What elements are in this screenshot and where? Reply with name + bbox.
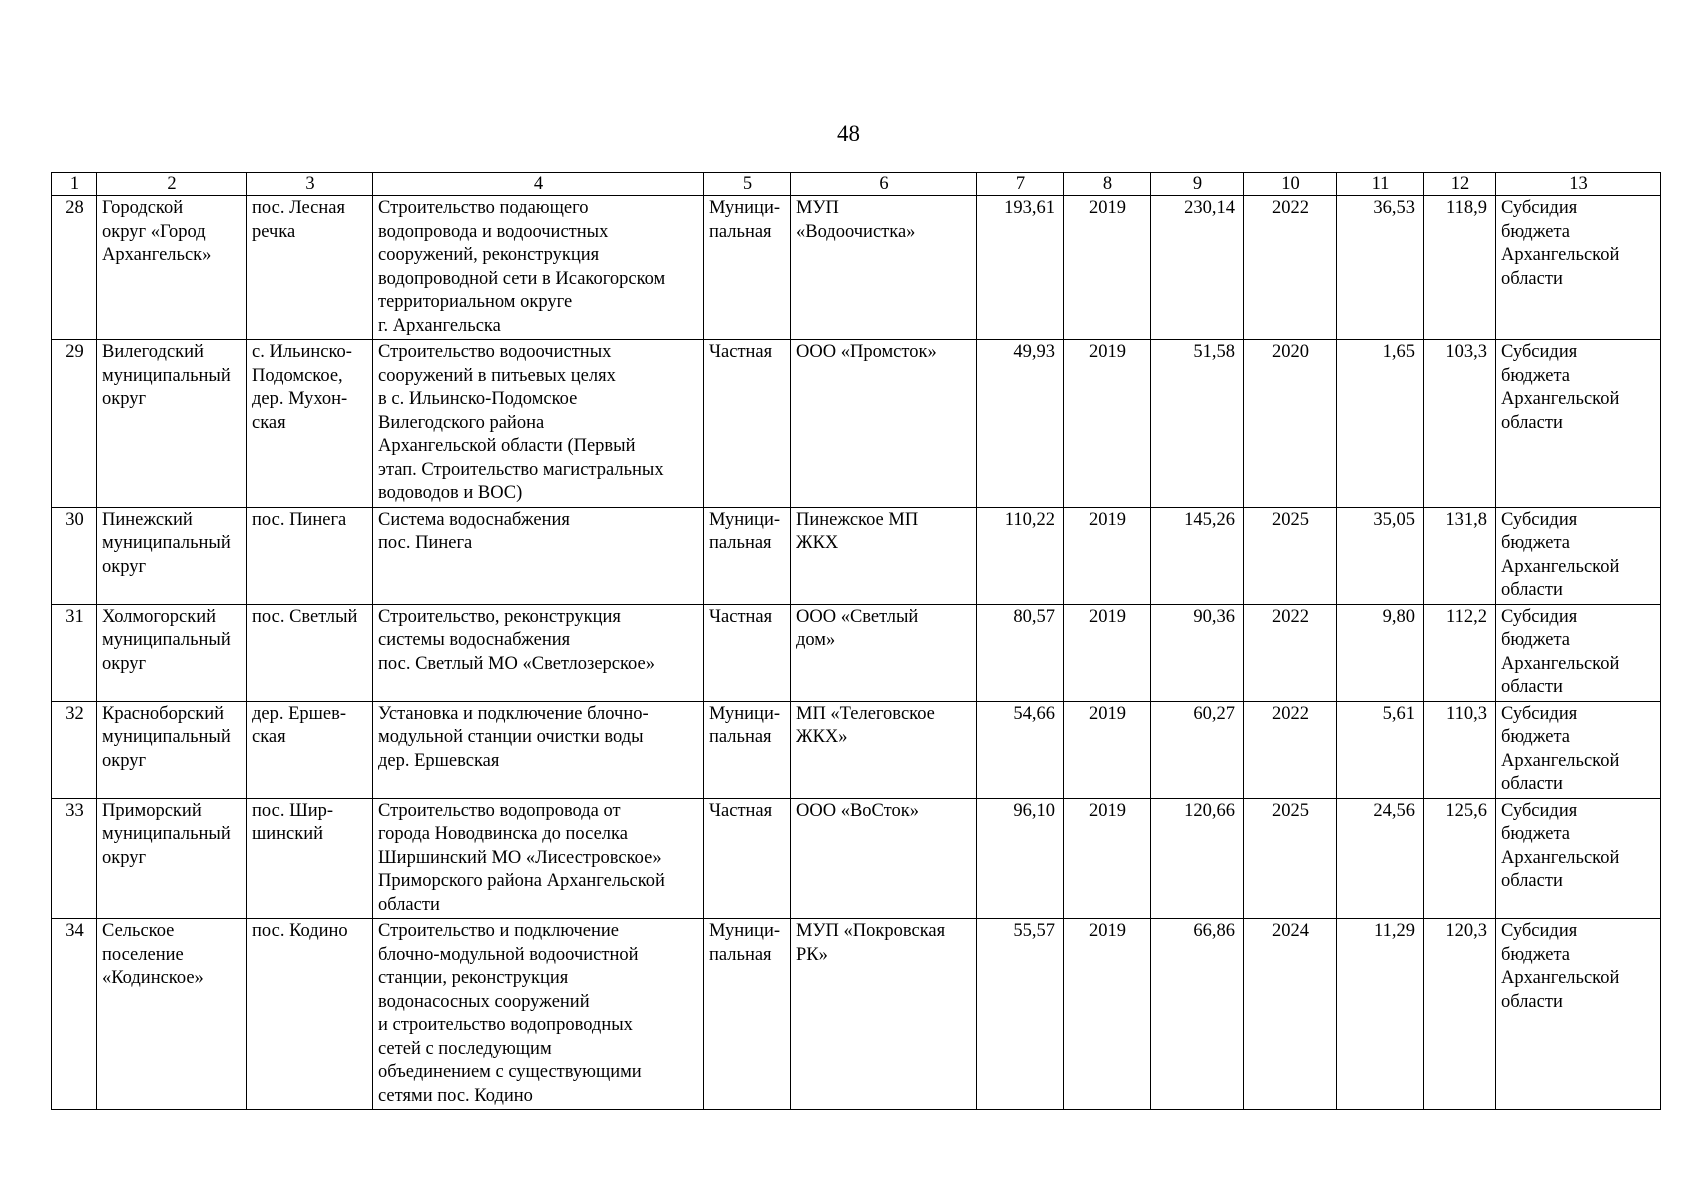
cell-cost-increase: 35,05 <box>1337 507 1424 604</box>
cell-cost-increase: 5,61 <box>1337 701 1424 798</box>
cell-cost-final: 90,36 <box>1151 604 1244 701</box>
cell-ownership: Муници- пальная <box>704 507 791 604</box>
cell-organization: МУП «Покровская РК» <box>791 919 977 1110</box>
cell-cost-initial: 55,57 <box>977 919 1064 1110</box>
cell-year-end: 2025 <box>1244 798 1337 919</box>
cell-row-number: 34 <box>52 919 97 1110</box>
cell-ownership: Частная <box>704 340 791 508</box>
cell-project: Строительство водопровода от города Новодвинска до поселка Ширшинский МО «Лисестровское» Приморского района Архангельской области <box>373 798 704 919</box>
table-row <box>52 919 1661 1110</box>
cell-cost-initial: 193,61 <box>977 196 1064 340</box>
cell-year-end: 2024 <box>1244 919 1337 1110</box>
cell-cost-final: 51,58 <box>1151 340 1244 508</box>
cell-percent: 131,8 <box>1424 507 1496 604</box>
page-number: 48 <box>837 121 860 146</box>
cell-row-number: 33 <box>52 798 97 919</box>
cell-district: Вилегодский муниципальный округ <box>97 340 247 508</box>
column-header: 11 <box>1337 173 1424 196</box>
cell-project: Строительство подающего водопровода и водоочистных сооружений, реконструкция водопроводной сети в Исакогорском территориальном округе г. Архангельска <box>373 196 704 340</box>
column-header: 10 <box>1244 173 1337 196</box>
cell-year-end: 2022 <box>1244 196 1337 340</box>
column-header: 3 <box>247 173 373 196</box>
cell-year-start: 2019 <box>1064 507 1151 604</box>
column-header: 4 <box>373 173 704 196</box>
table-row <box>52 196 1661 340</box>
cell-funding-source: Субсидия бюджета Архангельской области <box>1496 340 1661 508</box>
cell-district: Красноборский муниципальный округ <box>97 701 247 798</box>
cell-cost-final: 60,27 <box>1151 701 1244 798</box>
cell-cost-initial: 110,22 <box>977 507 1064 604</box>
cell-row-number: 32 <box>52 701 97 798</box>
cell-cost-increase: 24,56 <box>1337 798 1424 919</box>
cell-district: Сельское поселение «Кодинское» <box>97 919 247 1110</box>
cell-year-end: 2025 <box>1244 507 1337 604</box>
cell-settlement: дер. Ершев- ская <box>247 701 373 798</box>
table-row <box>52 340 1661 508</box>
cell-cost-increase: 1,65 <box>1337 340 1424 508</box>
cell-cost-final: 66,86 <box>1151 919 1244 1110</box>
table-row <box>52 701 1661 798</box>
cell-project: Строительство и подключение блочно-модульной водоочистной станции, реконструкция водонасосных сооружений и строительство водопроводных сетей с последующим объединением с существующими сетями пос. Кодино <box>373 919 704 1110</box>
cell-cost-initial: 49,93 <box>977 340 1064 508</box>
cell-row-number: 28 <box>52 196 97 340</box>
cell-cost-increase: 36,53 <box>1337 196 1424 340</box>
column-header: 2 <box>97 173 247 196</box>
cell-project: Строительство водоочистных сооружений в питьевых целях в с. Ильинско-Подомское Вилегодского района Архангельской области (Первый этап. Строительство магистральных водоводов и ВОС) <box>373 340 704 508</box>
cell-funding-source: Субсидия бюджета Архангельской области <box>1496 507 1661 604</box>
column-header: 6 <box>791 173 977 196</box>
cell-cost-increase: 11,29 <box>1337 919 1424 1110</box>
cell-year-start: 2019 <box>1064 701 1151 798</box>
cell-organization: МП «Телеговское ЖКХ» <box>791 701 977 798</box>
cell-district: Холмогорский муниципальный округ <box>97 604 247 701</box>
cell-settlement: пос. Кодино <box>247 919 373 1110</box>
cell-cost-initial: 54,66 <box>977 701 1064 798</box>
cell-cost-final: 120,66 <box>1151 798 1244 919</box>
cell-cost-increase: 9,80 <box>1337 604 1424 701</box>
cell-row-number: 30 <box>52 507 97 604</box>
cell-district: Пинежский муниципальный округ <box>97 507 247 604</box>
cell-funding-source: Субсидия бюджета Архангельской области <box>1496 196 1661 340</box>
cell-year-end: 2022 <box>1244 604 1337 701</box>
cell-project: Установка и подключение блочно- модульной станции очистки воды дер. Ершевская <box>373 701 704 798</box>
cell-project: Система водоснабжения пос. Пинега <box>373 507 704 604</box>
column-header: 8 <box>1064 173 1151 196</box>
cell-ownership: Муници- пальная <box>704 919 791 1110</box>
cell-cost-initial: 80,57 <box>977 604 1064 701</box>
cell-cost-initial: 96,10 <box>977 798 1064 919</box>
cell-percent: 110,3 <box>1424 701 1496 798</box>
cell-row-number: 29 <box>52 340 97 508</box>
cell-settlement: пос. Шир- шинский <box>247 798 373 919</box>
cell-project: Строительство, реконструкция системы водоснабжения пос. Светлый МО «Светлозерское» <box>373 604 704 701</box>
cell-cost-final: 145,26 <box>1151 507 1244 604</box>
cell-ownership: Частная <box>704 604 791 701</box>
cell-organization: ООО «Промсток» <box>791 340 977 508</box>
cell-ownership: Муници- пальная <box>704 701 791 798</box>
cell-settlement: пос. Лесная речка <box>247 196 373 340</box>
data-table <box>51 172 1661 1110</box>
column-header: 13 <box>1496 173 1661 196</box>
table-row <box>52 798 1661 919</box>
column-header: 12 <box>1424 173 1496 196</box>
column-header: 9 <box>1151 173 1244 196</box>
cell-organization: Пинежское МП ЖКХ <box>791 507 977 604</box>
cell-percent: 125,6 <box>1424 798 1496 919</box>
column-header: 5 <box>704 173 791 196</box>
cell-year-start: 2019 <box>1064 340 1151 508</box>
cell-year-start: 2019 <box>1064 919 1151 1110</box>
cell-percent: 103,3 <box>1424 340 1496 508</box>
cell-year-end: 2022 <box>1244 701 1337 798</box>
cell-funding-source: Субсидия бюджета Архангельской области <box>1496 798 1661 919</box>
cell-organization: ООО «ВоСток» <box>791 798 977 919</box>
cell-district: Городской округ «Город Архангельск» <box>97 196 247 340</box>
cell-ownership: Муници- пальная <box>704 196 791 340</box>
cell-settlement: пос. Пинега <box>247 507 373 604</box>
cell-settlement: с. Ильинско- Подомское, дер. Мухон- ская <box>247 340 373 508</box>
cell-year-start: 2019 <box>1064 196 1151 340</box>
cell-funding-source: Субсидия бюджета Архангельской области <box>1496 701 1661 798</box>
cell-cost-final: 230,14 <box>1151 196 1244 340</box>
table-row <box>52 604 1661 701</box>
cell-organization: ООО «Светлый дом» <box>791 604 977 701</box>
column-header: 1 <box>52 173 97 196</box>
cell-percent: 112,2 <box>1424 604 1496 701</box>
column-header: 7 <box>977 173 1064 196</box>
table-row <box>52 507 1661 604</box>
cell-year-start: 2019 <box>1064 798 1151 919</box>
cell-percent: 120,3 <box>1424 919 1496 1110</box>
cell-settlement: пос. Светлый <box>247 604 373 701</box>
column-number-row <box>52 173 1661 196</box>
cell-year-end: 2020 <box>1244 340 1337 508</box>
cell-funding-source: Субсидия бюджета Архангельской области <box>1496 919 1661 1110</box>
table-body <box>52 173 1661 1110</box>
cell-row-number: 31 <box>52 604 97 701</box>
cell-ownership: Частная <box>704 798 791 919</box>
cell-funding-source: Субсидия бюджета Архангельской области <box>1496 604 1661 701</box>
cell-year-start: 2019 <box>1064 604 1151 701</box>
cell-organization: МУП «Водоочистка» <box>791 196 977 340</box>
cell-district: Приморский муниципальный округ <box>97 798 247 919</box>
cell-percent: 118,9 <box>1424 196 1496 340</box>
